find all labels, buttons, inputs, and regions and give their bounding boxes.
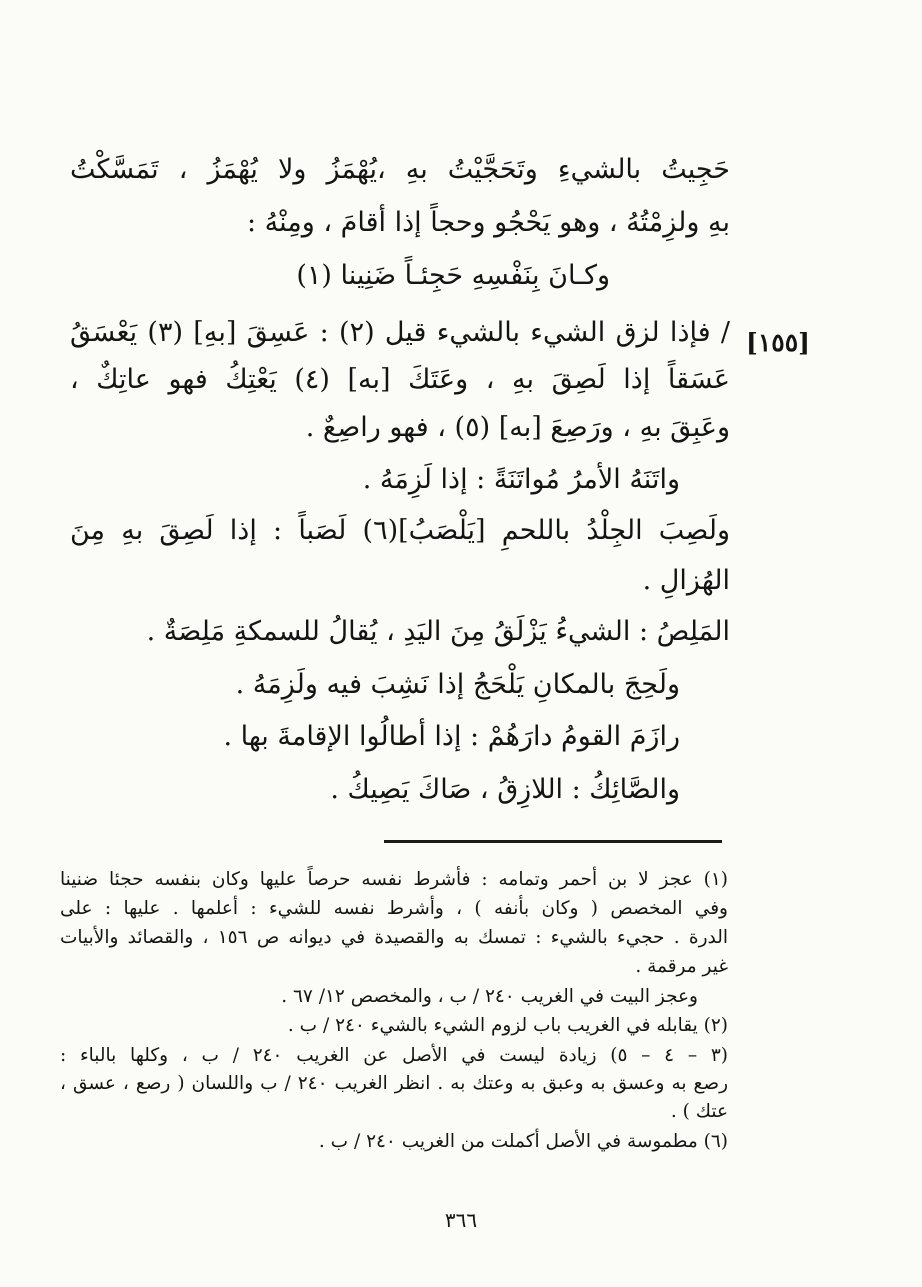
text-line: / فإذا لزق الشيء بالشيء قيل (٢) : عَسِقَ [بهِ] (٣) يَعْسَقُ xyxy=(70,317,730,348)
text-line: بهِ ولزِمْتُهُ ، وهو يَحْجُو وحجاً إذا أقامَ ، ومِنْهُ : xyxy=(246,207,730,238)
margin-page-marker: [١٥٥] xyxy=(746,328,810,357)
footnote-line: وعجز البيت في الغريب ٢٤٠ / ب ، والمخصص ١٢/ ٦٧ . xyxy=(281,986,698,1007)
text-line: الهُزالِ . xyxy=(642,565,730,596)
footnote-line: (٣ – ٤ – ٥) زيادة ليست في الأصل عن الغريب ٢٤٠ / ب ، وكلها بالباء : xyxy=(60,1045,729,1066)
text-line: رازَمَ القومُ دارَهُمْ : إذا أطالُوا الإقامةَ بها . xyxy=(223,721,680,752)
footnote-line: (٦) مطموسة في الأصل أكملت من الغريب ٢٤٠ / ب . xyxy=(318,1131,728,1152)
footnote-line: رصع به وعسق به وعبق به وعتك به . انظر الغريب ٢٤٠ / ب واللسان ( رصع ، عسق ، xyxy=(60,1073,729,1094)
text-line: وعَبِقَ بهِ ، ورَصِعَ [به] (٥) ، فهو راصِعٌ . xyxy=(305,412,730,443)
text-line: المَلِصُ : الشيءُ يَزْلَقُ مِنَ اليَدِ ، يُقالُ للسمكةِ مَلِصَةٌ . xyxy=(146,616,730,647)
footnote-line: (٢) يقابله في الغريب باب لزوم الشيء بالشيء ٢٤٠ / ب . xyxy=(287,1015,728,1036)
footnote-line: عتك ) . xyxy=(670,1101,728,1122)
text-line: عَسَقاً إذا لَصِقَ بهِ ، وعَتَكَ [به] (٤) يَعْتِكُ فهو عاتِكٌ ، xyxy=(70,364,730,395)
footnote-line: غير مرقمة . xyxy=(635,956,728,977)
footnote-line: (١) عجز لا بن أحمر وتمامه : فأشرط نفسه حرصاً عليها وكان بنفسه حجئا ضنينا xyxy=(60,869,728,890)
text-line: ولَصِبَ الجِلْدُ باللحمِ [يَلْصَبُ](٦) لَصَباً : إذا لَصِقَ بهِ مِنَ xyxy=(70,515,730,546)
footnote-divider xyxy=(384,840,722,843)
footnote-line: الدرة . حجيء بالشيء : تمسك به والقصيدة في ديوانه ص ١٥٦ ، والقصائد والأبيات xyxy=(60,927,728,948)
text-line: ولَحِجَ بالمكانِ يَلْحَجُ إذا نَشِبَ فيه ولَزِمَهُ . xyxy=(235,669,680,700)
page-number: ٣٦٦ xyxy=(444,1208,478,1232)
footnote-line: وفي المخصص ( وكان بأنفه ) ، وأشرط نفسه للشيء : أعلمها . عليها : على xyxy=(60,898,728,919)
text-line: والصَّائِكُ : اللازِقُ ، صَاكَ يَصِيكُ . xyxy=(330,774,680,805)
text-line: واتَنَهُ الأمرُ مُواتَنَةً : إذا لَزِمَهُ . xyxy=(362,464,680,495)
verse-line: وكـانَ بِنَفْسِهِ حَجِئـاً ضَنِينا (١) xyxy=(296,260,610,291)
text-line: حَجِيتُ بالشيءِ وتَحَجَّيْتُ بهِ ،يُهْمَزُ ولا يُهْمَزُ ، تَمَسَّكْتُ xyxy=(70,154,730,185)
